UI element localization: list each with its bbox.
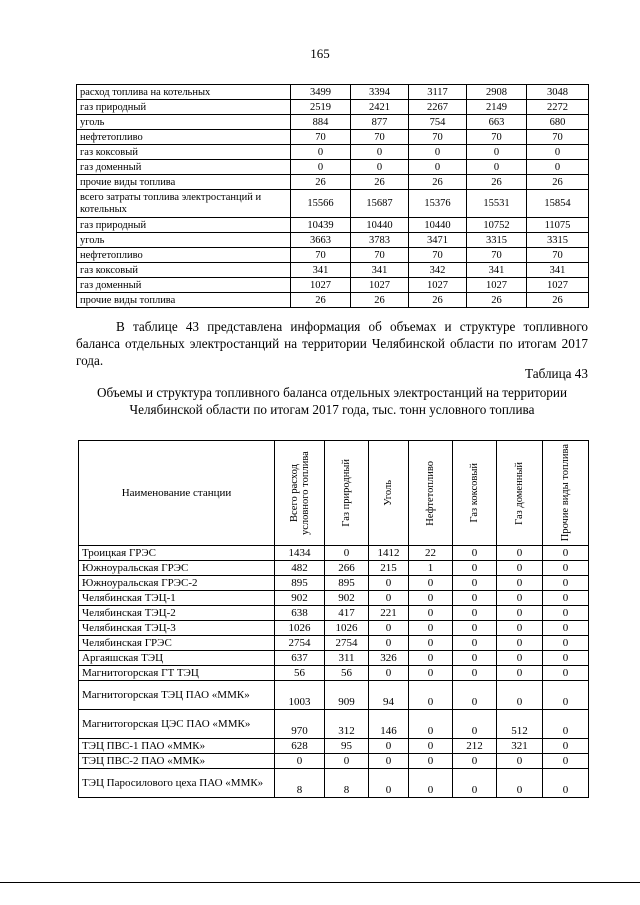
table-cell: 628 — [275, 739, 325, 754]
table-cell: 1027 — [351, 278, 409, 293]
table-row — [79, 591, 589, 606]
table-cell: 70 — [409, 248, 467, 263]
table-cell: 970 — [275, 710, 325, 739]
table-cell: 0 — [453, 681, 497, 710]
table-row — [79, 576, 589, 591]
column-header-label: Газ доменный — [514, 461, 525, 525]
table-row — [79, 710, 589, 739]
column-header-label: Газ природный — [341, 459, 352, 527]
table-cell: 0 — [453, 710, 497, 739]
table-cell: 0 — [497, 769, 543, 798]
row-label: всего затраты топлива электростанций и котельных — [77, 190, 291, 218]
table-cell: 70 — [291, 130, 351, 145]
row-label: уголь — [77, 115, 291, 130]
table-cell: 0 — [369, 576, 409, 591]
table-cell: 1434 — [275, 546, 325, 561]
column-header-label: Всего расход условного топлива — [288, 451, 311, 535]
table-cell: 0 — [409, 160, 467, 175]
column-header — [497, 441, 543, 546]
column-header-label: Нефтетопливо — [425, 460, 436, 526]
station-name: ТЭЦ ПВС-2 ПАО «ММК» — [79, 754, 275, 769]
table-cell: 311 — [325, 651, 369, 666]
table-cell: 3663 — [291, 233, 351, 248]
table-cell: 0 — [325, 754, 369, 769]
table-row — [79, 769, 589, 798]
table-cell: 638 — [275, 606, 325, 621]
table-cell: 0 — [467, 160, 527, 175]
table-cell: 95 — [325, 739, 369, 754]
table-cell: 2267 — [409, 100, 467, 115]
table-cell: 26 — [409, 293, 467, 308]
row-label: нефтетопливо — [77, 248, 291, 263]
station-name: Троицкая ГРЭС — [79, 546, 275, 561]
table-row — [77, 145, 589, 160]
table-cell: 341 — [291, 263, 351, 278]
table-caption: Объемы и структура топливного баланса отдельных электростанций на территории Челябинской области по итогам 2017 года, тыс. тонн условного топлива — [96, 385, 568, 417]
row-label: газ природный — [77, 100, 291, 115]
column-header — [325, 441, 369, 546]
table-cell: 0 — [497, 651, 543, 666]
table-cell: 3315 — [527, 233, 589, 248]
table-cell: 26 — [527, 175, 589, 190]
table-number: Таблица 43 — [525, 366, 588, 381]
table-cell: 10440 — [409, 218, 467, 233]
table-cell: 22 — [409, 546, 453, 561]
table-cell: 1027 — [467, 278, 527, 293]
table-cell: 0 — [409, 606, 453, 621]
table-cell: 0 — [409, 710, 453, 739]
table-cell: 417 — [325, 606, 369, 621]
table-cell: 0 — [409, 621, 453, 636]
table-row — [79, 754, 589, 769]
table-cell: 15687 — [351, 190, 409, 218]
table-cell: 0 — [497, 606, 543, 621]
table-cell: 0 — [543, 666, 589, 681]
table-cell: 342 — [409, 263, 467, 278]
table-cell: 0 — [497, 754, 543, 769]
table-cell: 0 — [497, 681, 543, 710]
table-cell: 3394 — [351, 85, 409, 100]
table-row — [79, 681, 589, 710]
table-cell: 15854 — [527, 190, 589, 218]
table-cell: 0 — [453, 666, 497, 681]
table-cell: 0 — [409, 591, 453, 606]
table-cell: 2272 — [527, 100, 589, 115]
table-cell: 0 — [369, 739, 409, 754]
table-row — [77, 85, 589, 100]
table-cell: 0 — [543, 769, 589, 798]
table-row — [79, 666, 589, 681]
table-cell: 0 — [527, 160, 589, 175]
table-cell: 26 — [351, 175, 409, 190]
intro-paragraph-text: В таблице 43 представлена информация об объемах и структуре топливного баланса отдельных электростанций на территории Челябинской области по итогам 2017 года. — [76, 319, 588, 368]
fuel-consumption-summary-table — [76, 84, 589, 308]
station-name: ТЭЦ Паросилового цеха ПАО «ММК» — [79, 769, 275, 798]
table-cell: 0 — [351, 145, 409, 160]
table-cell: 0 — [543, 606, 589, 621]
column-header — [453, 441, 497, 546]
row-label: газ коксовый — [77, 263, 291, 278]
table-cell: 3471 — [409, 233, 467, 248]
table-cell: 2754 — [325, 636, 369, 651]
table-cell: 94 — [369, 681, 409, 710]
table-cell: 0 — [527, 145, 589, 160]
table-cell: 0 — [351, 160, 409, 175]
table-cell: 909 — [325, 681, 369, 710]
table-cell: 2908 — [467, 85, 527, 100]
table-cell: 341 — [527, 263, 589, 278]
table-cell: 10752 — [467, 218, 527, 233]
table-cell: 1003 — [275, 681, 325, 710]
table-cell: 70 — [409, 130, 467, 145]
table-cell: 0 — [453, 546, 497, 561]
table-cell: 0 — [543, 576, 589, 591]
table-row — [79, 636, 589, 651]
table-cell: 637 — [275, 651, 325, 666]
column-header-station: Наименование станции — [79, 441, 275, 546]
table-cell: 312 — [325, 710, 369, 739]
table-cell: 0 — [453, 636, 497, 651]
table-cell: 0 — [543, 546, 589, 561]
table-cell: 3315 — [467, 233, 527, 248]
table-cell: 0 — [409, 739, 453, 754]
table-cell: 0 — [369, 591, 409, 606]
row-label: нефтетопливо — [77, 130, 291, 145]
table-cell: 3117 — [409, 85, 467, 100]
table-cell: 8 — [325, 769, 369, 798]
table-cell: 341 — [467, 263, 527, 278]
table-row — [77, 278, 589, 293]
table-cell: 512 — [497, 710, 543, 739]
table-cell: 10439 — [291, 218, 351, 233]
table-cell: 0 — [497, 636, 543, 651]
intro-paragraph — [76, 318, 588, 369]
table-cell: 0 — [409, 666, 453, 681]
table-cell: 146 — [369, 710, 409, 739]
row-label: прочие виды топлива — [77, 175, 291, 190]
table-cell: 3048 — [527, 85, 589, 100]
table-cell: 0 — [409, 651, 453, 666]
table-row — [79, 651, 589, 666]
table-cell: 0 — [369, 666, 409, 681]
table-cell: 26 — [527, 293, 589, 308]
table-row — [77, 263, 589, 278]
table-cell: 0 — [453, 621, 497, 636]
table-row — [77, 233, 589, 248]
table-cell: 0 — [453, 754, 497, 769]
station-name: Магнитогорская ГТ ТЭЦ — [79, 666, 275, 681]
table-cell: 70 — [291, 248, 351, 263]
table-row — [77, 248, 589, 263]
table-cell: 70 — [351, 130, 409, 145]
table-cell: 0 — [497, 591, 543, 606]
table-cell: 1026 — [325, 621, 369, 636]
table-cell: 15376 — [409, 190, 467, 218]
table-cell: 895 — [275, 576, 325, 591]
table-cell: 0 — [543, 739, 589, 754]
table-cell: 482 — [275, 561, 325, 576]
station-name: Магнитогорская ТЭЦ ПАО «ММК» — [79, 681, 275, 710]
table-cell: 1412 — [369, 546, 409, 561]
table-cell: 0 — [543, 561, 589, 576]
table-cell: 212 — [453, 739, 497, 754]
table-cell: 0 — [453, 769, 497, 798]
table-cell: 902 — [275, 591, 325, 606]
table-cell: 0 — [497, 621, 543, 636]
table-cell: 70 — [467, 248, 527, 263]
table-row — [79, 546, 589, 561]
table-cell: 26 — [467, 293, 527, 308]
table-row — [77, 115, 589, 130]
table-cell: 0 — [291, 160, 351, 175]
table-cell: 26 — [291, 293, 351, 308]
table-cell: 0 — [497, 561, 543, 576]
table-cell: 884 — [291, 115, 351, 130]
table-cell: 70 — [527, 248, 589, 263]
table-cell: 0 — [409, 576, 453, 591]
table-cell: 1026 — [275, 621, 325, 636]
station-name: Челябинская ГРЭС — [79, 636, 275, 651]
table-cell: 877 — [351, 115, 409, 130]
table-cell: 902 — [325, 591, 369, 606]
table-cell: 0 — [543, 591, 589, 606]
table-cell: 0 — [543, 681, 589, 710]
table-row — [79, 621, 589, 636]
column-header — [369, 441, 409, 546]
table-cell: 0 — [369, 769, 409, 798]
station-fuel-balance-table — [78, 440, 589, 798]
table-cell: 0 — [409, 636, 453, 651]
table-cell: 3499 — [291, 85, 351, 100]
table-cell: 2519 — [291, 100, 351, 115]
table-cell: 8 — [275, 769, 325, 798]
table-cell: 1027 — [409, 278, 467, 293]
table-cell: 221 — [369, 606, 409, 621]
row-label: газ природный — [77, 218, 291, 233]
table-cell: 0 — [543, 621, 589, 636]
table-cell: 3783 — [351, 233, 409, 248]
table-cell: 26 — [351, 293, 409, 308]
station-name: Аргаяшская ТЭЦ — [79, 651, 275, 666]
page-number: 165 — [310, 46, 330, 61]
table-cell: 0 — [325, 546, 369, 561]
table-cell: 895 — [325, 576, 369, 591]
table-cell: 1027 — [291, 278, 351, 293]
table-cell: 0 — [467, 145, 527, 160]
station-name: ТЭЦ ПВС-1 ПАО «ММК» — [79, 739, 275, 754]
table-cell: 15531 — [467, 190, 527, 218]
column-header — [275, 441, 325, 546]
table-cell: 56 — [275, 666, 325, 681]
table-cell: 1027 — [527, 278, 589, 293]
table-cell: 26 — [291, 175, 351, 190]
table-cell: 326 — [369, 651, 409, 666]
table-cell: 0 — [409, 754, 453, 769]
station-name: Челябинская ТЭЦ-2 — [79, 606, 275, 621]
table-row — [77, 293, 589, 308]
table-cell: 26 — [409, 175, 467, 190]
table-row — [77, 175, 589, 190]
table-cell: 321 — [497, 739, 543, 754]
table-cell: 70 — [467, 130, 527, 145]
table-cell: 0 — [453, 576, 497, 591]
table-cell: 754 — [409, 115, 467, 130]
table-cell: 56 — [325, 666, 369, 681]
table-cell: 0 — [497, 666, 543, 681]
table-cell: 0 — [409, 769, 453, 798]
table-cell: 0 — [543, 710, 589, 739]
table-cell: 0 — [409, 681, 453, 710]
column-header — [409, 441, 453, 546]
table-cell: 0 — [369, 621, 409, 636]
table-cell: 0 — [543, 754, 589, 769]
table-cell: 2149 — [467, 100, 527, 115]
row-label: газ коксовый — [77, 145, 291, 160]
table-cell: 15566 — [291, 190, 351, 218]
table-cell: 0 — [543, 636, 589, 651]
table-cell: 0 — [453, 591, 497, 606]
table-row — [77, 130, 589, 145]
table-row — [79, 561, 589, 576]
table-row — [79, 739, 589, 754]
table-cell: 0 — [275, 754, 325, 769]
table-row — [79, 606, 589, 621]
station-name: Челябинская ТЭЦ-3 — [79, 621, 275, 636]
table-row — [77, 190, 589, 218]
station-name: Магнитогорская ЦЭС ПАО «ММК» — [79, 710, 275, 739]
table-row — [77, 100, 589, 115]
table-cell: 11075 — [527, 218, 589, 233]
table-cell: 1 — [409, 561, 453, 576]
row-label: уголь — [77, 233, 291, 248]
table-cell: 0 — [543, 651, 589, 666]
station-name: Южноуральская ГРЭС-2 — [79, 576, 275, 591]
table-cell: 0 — [453, 651, 497, 666]
station-name: Челябинская ТЭЦ-1 — [79, 591, 275, 606]
table-cell: 10440 — [351, 218, 409, 233]
footer-divider — [0, 882, 640, 883]
table-cell: 0 — [497, 576, 543, 591]
column-header-label: Прочие виды топлива — [560, 444, 571, 542]
table-cell: 0 — [453, 561, 497, 576]
table-cell: 663 — [467, 115, 527, 130]
table-cell: 266 — [325, 561, 369, 576]
table-cell: 70 — [351, 248, 409, 263]
table-cell: 0 — [369, 636, 409, 651]
table-cell: 0 — [453, 606, 497, 621]
table-cell: 2754 — [275, 636, 325, 651]
table-cell: 70 — [527, 130, 589, 145]
station-name: Южноуральская ГРЭС — [79, 561, 275, 576]
table-cell: 0 — [369, 754, 409, 769]
row-label: газ доменный — [77, 160, 291, 175]
table-cell: 0 — [497, 546, 543, 561]
table-row — [77, 218, 589, 233]
column-header — [543, 441, 589, 546]
table-cell: 26 — [467, 175, 527, 190]
table-cell: 2421 — [351, 100, 409, 115]
column-header-label: Газ коксовый — [469, 463, 480, 523]
row-label: газ доменный — [77, 278, 291, 293]
column-header-label: Уголь — [383, 480, 394, 506]
table-cell: 0 — [409, 145, 467, 160]
table-cell: 680 — [527, 115, 589, 130]
table-cell: 0 — [291, 145, 351, 160]
table-cell: 215 — [369, 561, 409, 576]
row-label: прочие виды топлива — [77, 293, 291, 308]
row-label: расход топлива на котельных — [77, 85, 291, 100]
table-row — [77, 160, 589, 175]
table-cell: 341 — [351, 263, 409, 278]
